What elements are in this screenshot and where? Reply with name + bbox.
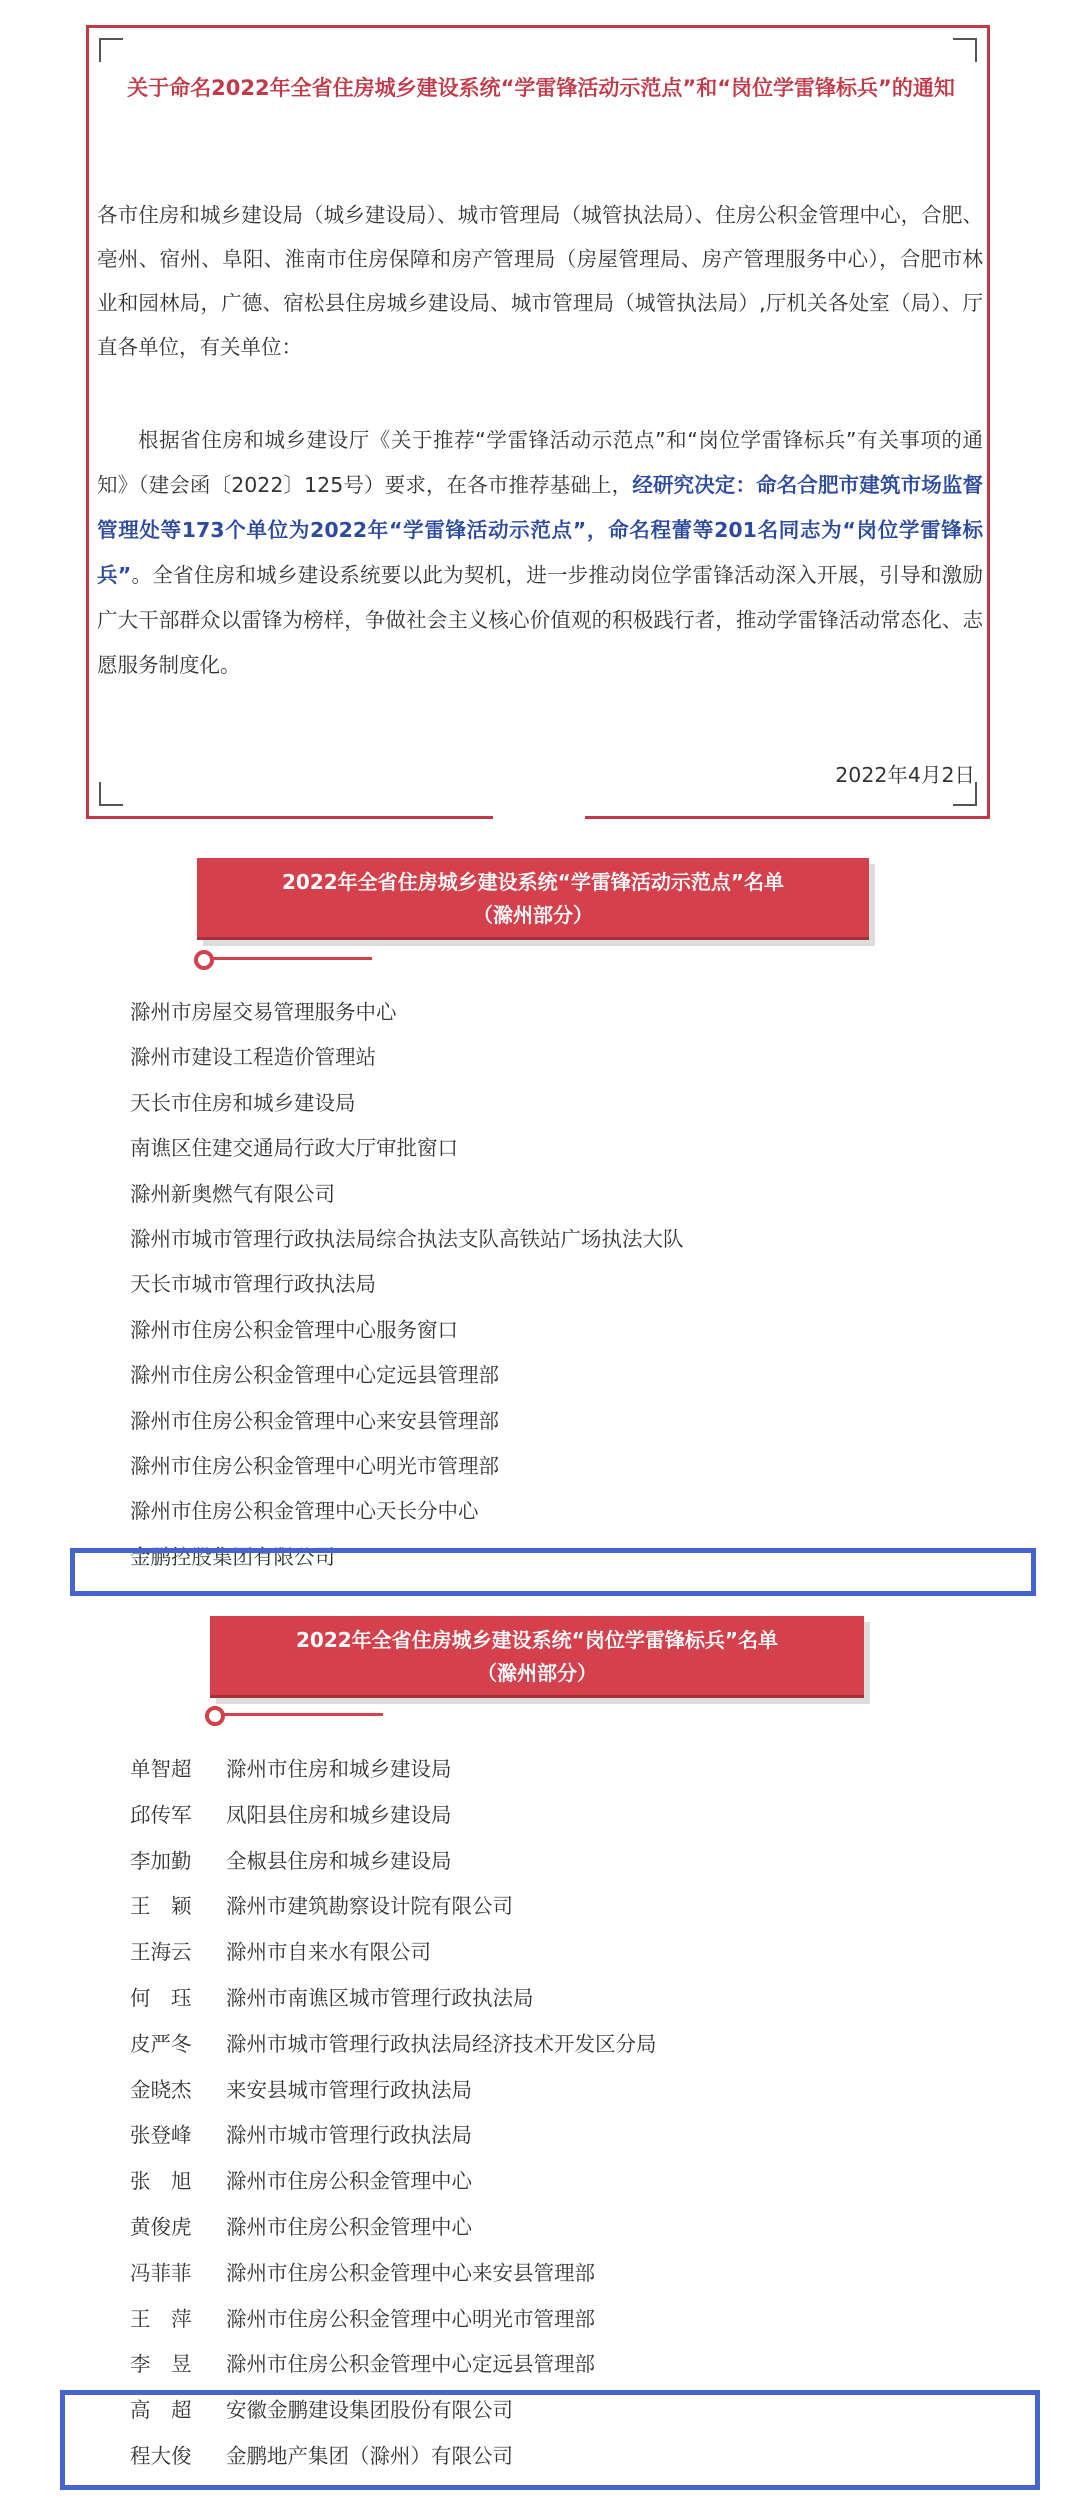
person-unit: 滁州市住房公积金管理中心 [226,2214,472,2239]
notice-title: 关于命名2022年全省住房城乡建设系统“学雷锋活动示范点”和“岗位学雷锋标兵”的通知 [127,76,955,100]
list-item: 滁州市建设工程造价管理站 [130,1045,376,1070]
body-text: 根据省住房和城乡建设厅《关于推荐“学雷锋活动示范点”和“岗位学雷锋标兵”有关事项的通知》（建会函〔2022〕125号）要求，在各市推荐基础上， [97,428,983,497]
person-unit: 金鹏地产集团（滁州）有限公司 [226,2443,513,2468]
corner-mark [99,38,123,62]
person-name: 冯菲菲 [130,2260,192,2285]
person-name: 皮严冬 [130,2031,192,2056]
section2-title: 2022年全省住房城乡建设系统“岗位学雷锋标兵”名单 [296,1628,778,1652]
person-unit: 滁州市住房公积金管理中心定远县管理部 [226,2352,595,2377]
list-item: 天长市住房和城乡建设局 [130,1090,356,1115]
section2-banner [210,1616,864,1698]
list-item: 滁州市住房公积金管理中心定远县管理部 [130,1363,499,1388]
person-unit: 滁州市自来水有限公司 [226,1940,431,1965]
body-highlight: 经研究决定：命名合肥市建筑市场监督管理处等173个单位为2022年“学雷锋活动示范点”，命名程蕾等201名同志为“岗位学雷锋标兵” [97,473,983,587]
list-item [130,1930,657,1976]
person-unit: 全椒县住房和城乡建设局 [226,1848,452,1873]
list-item [130,2113,657,2159]
person-unit: 滁州市住房公积金管理中心 [226,2169,472,2194]
person-name: 程大俊 [130,2443,192,2468]
person-name: 王海云 [130,1940,192,1965]
person-unit: 来安县城市管理行政执法局 [226,2077,472,2102]
person-unit: 滁州市建筑勘察设计院有限公司 [226,1894,513,1919]
person-unit: 滁州市南谯区城市管理行政执法局 [226,1985,534,2010]
person-name: 张登峰 [130,2123,192,2148]
person-name: 金晓杰 [130,2077,192,2102]
list-item: 滁州市住房公积金管理中心服务窗口 [130,1317,458,1342]
list-item: 滁州新奥燃气有限公司 [130,1181,335,1206]
banner-underline [212,957,372,960]
list-item [130,2251,657,2297]
banner-dot-icon [194,950,214,970]
banner-dot-icon [205,1706,225,1726]
highlight-box [60,2390,1040,2490]
person-name: 王 颖 [130,1894,192,1919]
person-unit: 滁州市城市管理行政执法局经济技术开发区分局 [226,2031,657,2056]
person-unit: 滁州市住房公积金管理中心来安县管理部 [226,2260,595,2285]
list-item: 滁州市房屋交易管理服务中心 [130,1000,397,1024]
notice-frame [86,25,990,819]
banner-underline [223,1713,383,1716]
person-name: 李 昱 [130,2352,192,2377]
person-name: 李加勤 [130,1848,192,1873]
person-name: 邱传军 [130,1802,192,1827]
list-item: 滁州市住房公积金管理中心来安县管理部 [130,1408,499,1433]
list-item [130,2297,657,2343]
list-item: 天长市城市管理行政执法局 [130,1272,376,1297]
body-text: 。全省住房和城乡建设系统要以此为契机，进一步推动岗位学雷锋活动深入开展，引导和激励广大干部群众以雷锋为榜样，争做社会主义核心价值观的积极践行者，推动学雷锋活动常态化、志愿服务制度化。 [97,563,983,677]
unit-list [130,990,684,1580]
list-item [130,1747,657,1793]
list-item: 滁州市住房公积金管理中心天长分中心 [130,1499,479,1524]
person-list [130,1747,657,2480]
list-item [130,1976,657,2022]
person-unit: 滁州市城市管理行政执法局 [226,2123,472,2148]
person-name: 何 珏 [130,1985,192,2010]
person-unit: 安徽金鹏建设集团股份有限公司 [226,2398,513,2423]
list-item [130,2022,657,2068]
section1-title: 2022年全省住房城乡建设系统“学雷锋活动示范点”名单 [282,870,784,894]
frame-gap [493,814,585,820]
section1-banner [197,858,869,940]
list-item [130,2159,657,2205]
person-unit: 滁州市住房公积金管理中心明光市管理部 [226,2306,595,2331]
person-name: 王 萍 [130,2306,192,2331]
section1-subtitle: （滁州部分） [473,903,593,927]
list-item: 滁州市住房公积金管理中心明光市管理部 [130,1454,499,1479]
person-name: 张 旭 [130,2169,192,2194]
notice-body [97,418,983,688]
notice-addressees: 各市住房和城乡建设局（城乡建设局）、城市管理局（城管执法局）、住房公积金管理中心，合肥、亳州、宿州、阜阳、淮南市住房保障和房产管理局（房屋管理局、房产管理服务中心），合肥市林业和园林局，广德、宿松县住房城乡建设局、城市管理局（城管执法局）,厅机关各处室（局）、厅直各单位，有关单位： [97,203,983,359]
person-unit: 滁州市住房和城乡建设局 [226,1757,452,1781]
section2-subtitle: （滁州部分） [477,1661,597,1685]
notice-date: 2022年4月2日 [835,763,975,787]
list-item: 滁州市城市管理行政执法局综合执法支队高铁站广场执法大队 [130,1227,684,1252]
list-item [130,1884,657,1930]
highlight-box [70,1548,1036,1596]
list-item [130,2068,657,2114]
person-name: 黄俊虎 [130,2214,192,2239]
list-item [130,1839,657,1885]
list-item [130,2342,657,2388]
corner-mark [953,38,977,62]
person-unit: 凤阳县住房和城乡建设局 [226,1802,452,1827]
list-item: 南谯区住建交通局行政大厅审批窗口 [130,1136,458,1161]
list-item [130,1793,657,1839]
list-item [130,2205,657,2251]
person-name: 单智超 [130,1757,192,1781]
list-item: 金鹏控股集团有限公司 [130,1544,335,1569]
corner-mark [99,782,123,806]
person-name: 高 超 [130,2398,192,2423]
